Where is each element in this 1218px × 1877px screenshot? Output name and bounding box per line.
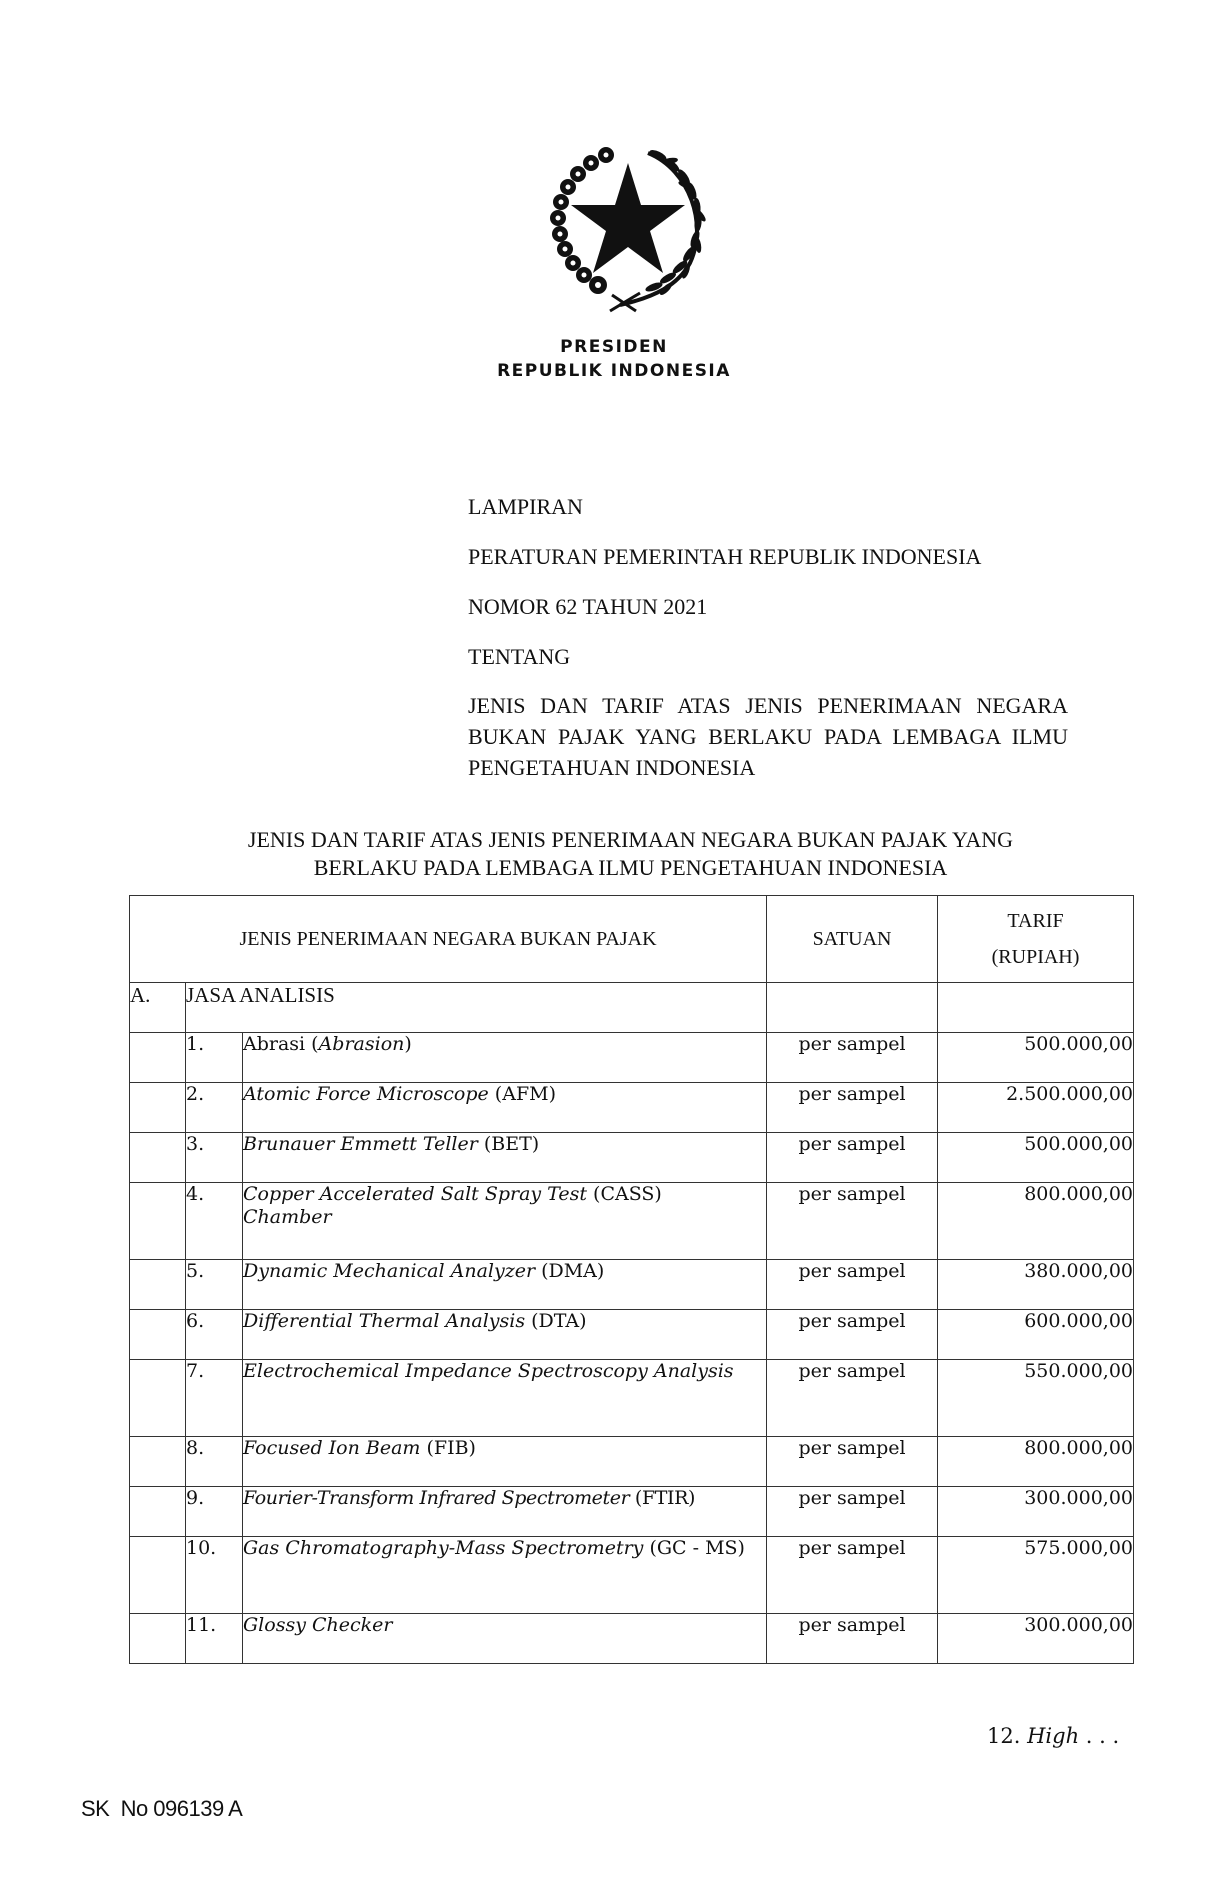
table-row bbox=[130, 1033, 1134, 1083]
continued-next-page: 12. High . . . bbox=[987, 1724, 1120, 1748]
row-price: 300.000,00 bbox=[938, 1614, 1134, 1664]
regulation-name: PERATURAN PEMERINTAH REPUBLIK INDONESIA bbox=[468, 544, 982, 569]
row-price: 575.000,00 bbox=[938, 1537, 1134, 1614]
section-row bbox=[130, 983, 1134, 1033]
attachment-header bbox=[468, 494, 1068, 783]
row-price: 600.000,00 bbox=[938, 1310, 1134, 1360]
row-price: 2.500.000,00 bbox=[938, 1083, 1134, 1133]
row-price: 500.000,00 bbox=[938, 1133, 1134, 1183]
row-number: 7. bbox=[186, 1360, 243, 1437]
table-row bbox=[130, 1437, 1134, 1487]
table-row bbox=[130, 1083, 1134, 1133]
row-price: 550.000,00 bbox=[938, 1360, 1134, 1437]
table-row bbox=[130, 1537, 1134, 1614]
row-price: 380.000,00 bbox=[938, 1260, 1134, 1310]
header-jenis: JENIS PENERIMAAN NEGARA BUKAN PAJAK bbox=[130, 896, 767, 983]
sk-number: SK No 096139 A bbox=[81, 1796, 243, 1821]
row-unit: per sampel bbox=[767, 1310, 938, 1360]
row-description: Differential Thermal Analysis (DTA) bbox=[243, 1310, 767, 1360]
emblem-caption-republic: REPUBLIK INDONESIA bbox=[497, 361, 731, 381]
row-unit: per sampel bbox=[767, 1360, 938, 1437]
table-row bbox=[130, 1260, 1134, 1310]
row-description: Dynamic Mechanical Analyzer (DMA) bbox=[243, 1260, 767, 1310]
row-unit: per sampel bbox=[767, 1133, 938, 1183]
attachment-label: LAMPIRAN bbox=[468, 494, 583, 519]
about-label: TENTANG bbox=[468, 644, 571, 669]
row-unit: per sampel bbox=[767, 1614, 938, 1664]
table-row bbox=[130, 1133, 1134, 1183]
table-row bbox=[130, 1360, 1134, 1437]
regulation-number: NOMOR 62 TAHUN 2021 bbox=[468, 594, 708, 619]
table-header-row bbox=[130, 896, 1134, 983]
header-tarif bbox=[938, 896, 1134, 983]
row-number: 8. bbox=[186, 1437, 243, 1487]
section-name: JASA ANALISIS bbox=[186, 983, 767, 1033]
row-description: Gas Chromatography-Mass Spectrometry (GC - MS) bbox=[243, 1537, 767, 1614]
row-number: 2. bbox=[186, 1083, 243, 1133]
row-number: 4. bbox=[186, 1183, 243, 1260]
document-title bbox=[128, 826, 1133, 882]
row-description: Focused Ion Beam (FIB) bbox=[243, 1437, 767, 1487]
section-price-empty bbox=[938, 983, 1134, 1033]
section-unit-empty bbox=[767, 983, 938, 1033]
document-title-line-1: JENIS DAN TARIF ATAS JENIS PENERIMAAN NEGARA BUKAN PAJAK YANG bbox=[247, 827, 1014, 852]
tariff-table bbox=[129, 895, 1134, 1664]
row-number: 9. bbox=[186, 1487, 243, 1537]
presidential-emblem-icon bbox=[540, 145, 708, 317]
row-description: Glossy Checker bbox=[243, 1614, 767, 1664]
row-unit: per sampel bbox=[767, 1537, 938, 1614]
row-number: 3. bbox=[186, 1133, 243, 1183]
table-row bbox=[130, 1614, 1134, 1664]
row-price: 300.000,00 bbox=[938, 1487, 1134, 1537]
row-number: 1. bbox=[186, 1033, 243, 1083]
emblem-caption-president: PRESIDEN bbox=[560, 337, 668, 357]
row-unit: per sampel bbox=[767, 1033, 938, 1083]
header-satuan: SATUAN bbox=[767, 896, 938, 983]
row-number: 11. bbox=[186, 1614, 243, 1664]
row-description: Abrasi (Abrasion) bbox=[243, 1033, 767, 1083]
row-number: 5. bbox=[186, 1260, 243, 1310]
row-number: 10. bbox=[186, 1537, 243, 1614]
row-unit: per sampel bbox=[767, 1183, 938, 1260]
row-price: 800.000,00 bbox=[938, 1437, 1134, 1487]
row-price: 500.000,00 bbox=[938, 1033, 1134, 1083]
row-unit: per sampel bbox=[767, 1437, 938, 1487]
row-unit: per sampel bbox=[767, 1260, 938, 1310]
table-row bbox=[130, 1310, 1134, 1360]
row-description: Brunauer Emmett Teller (BET) bbox=[243, 1133, 767, 1183]
table-row bbox=[130, 1183, 1134, 1260]
row-description: Atomic Force Microscope (AFM) bbox=[243, 1083, 767, 1133]
header-tarif-line-1: TARIF bbox=[1007, 910, 1064, 932]
row-description: Copper Accelerated Salt Spray Test (CASS) Chamber bbox=[243, 1183, 767, 1260]
row-number: 6. bbox=[186, 1310, 243, 1360]
row-unit: per sampel bbox=[767, 1083, 938, 1133]
row-description: Fourier-Transform Infrared Spectrometer (FTIR) bbox=[243, 1487, 767, 1537]
regulation-subject: JENIS DAN TARIF ATAS JENIS PENERIMAAN NEGARA BUKAN PAJAK YANG BERLAKU PADA LEMBAGA ILMU PENGETAHUAN INDONESIA bbox=[468, 693, 1068, 780]
document-title-line-2: BERLAKU PADA LEMBAGA ILMU PENGETAHUAN INDONESIA bbox=[313, 855, 948, 880]
row-description: Electrochemical Impedance Spectroscopy Analysis bbox=[243, 1360, 767, 1437]
row-price: 800.000,00 bbox=[938, 1183, 1134, 1260]
section-code: A. bbox=[130, 983, 186, 1033]
row-unit: per sampel bbox=[767, 1487, 938, 1537]
header-tarif-line-2: (RUPIAH) bbox=[991, 946, 1080, 968]
table-row bbox=[130, 1487, 1134, 1537]
